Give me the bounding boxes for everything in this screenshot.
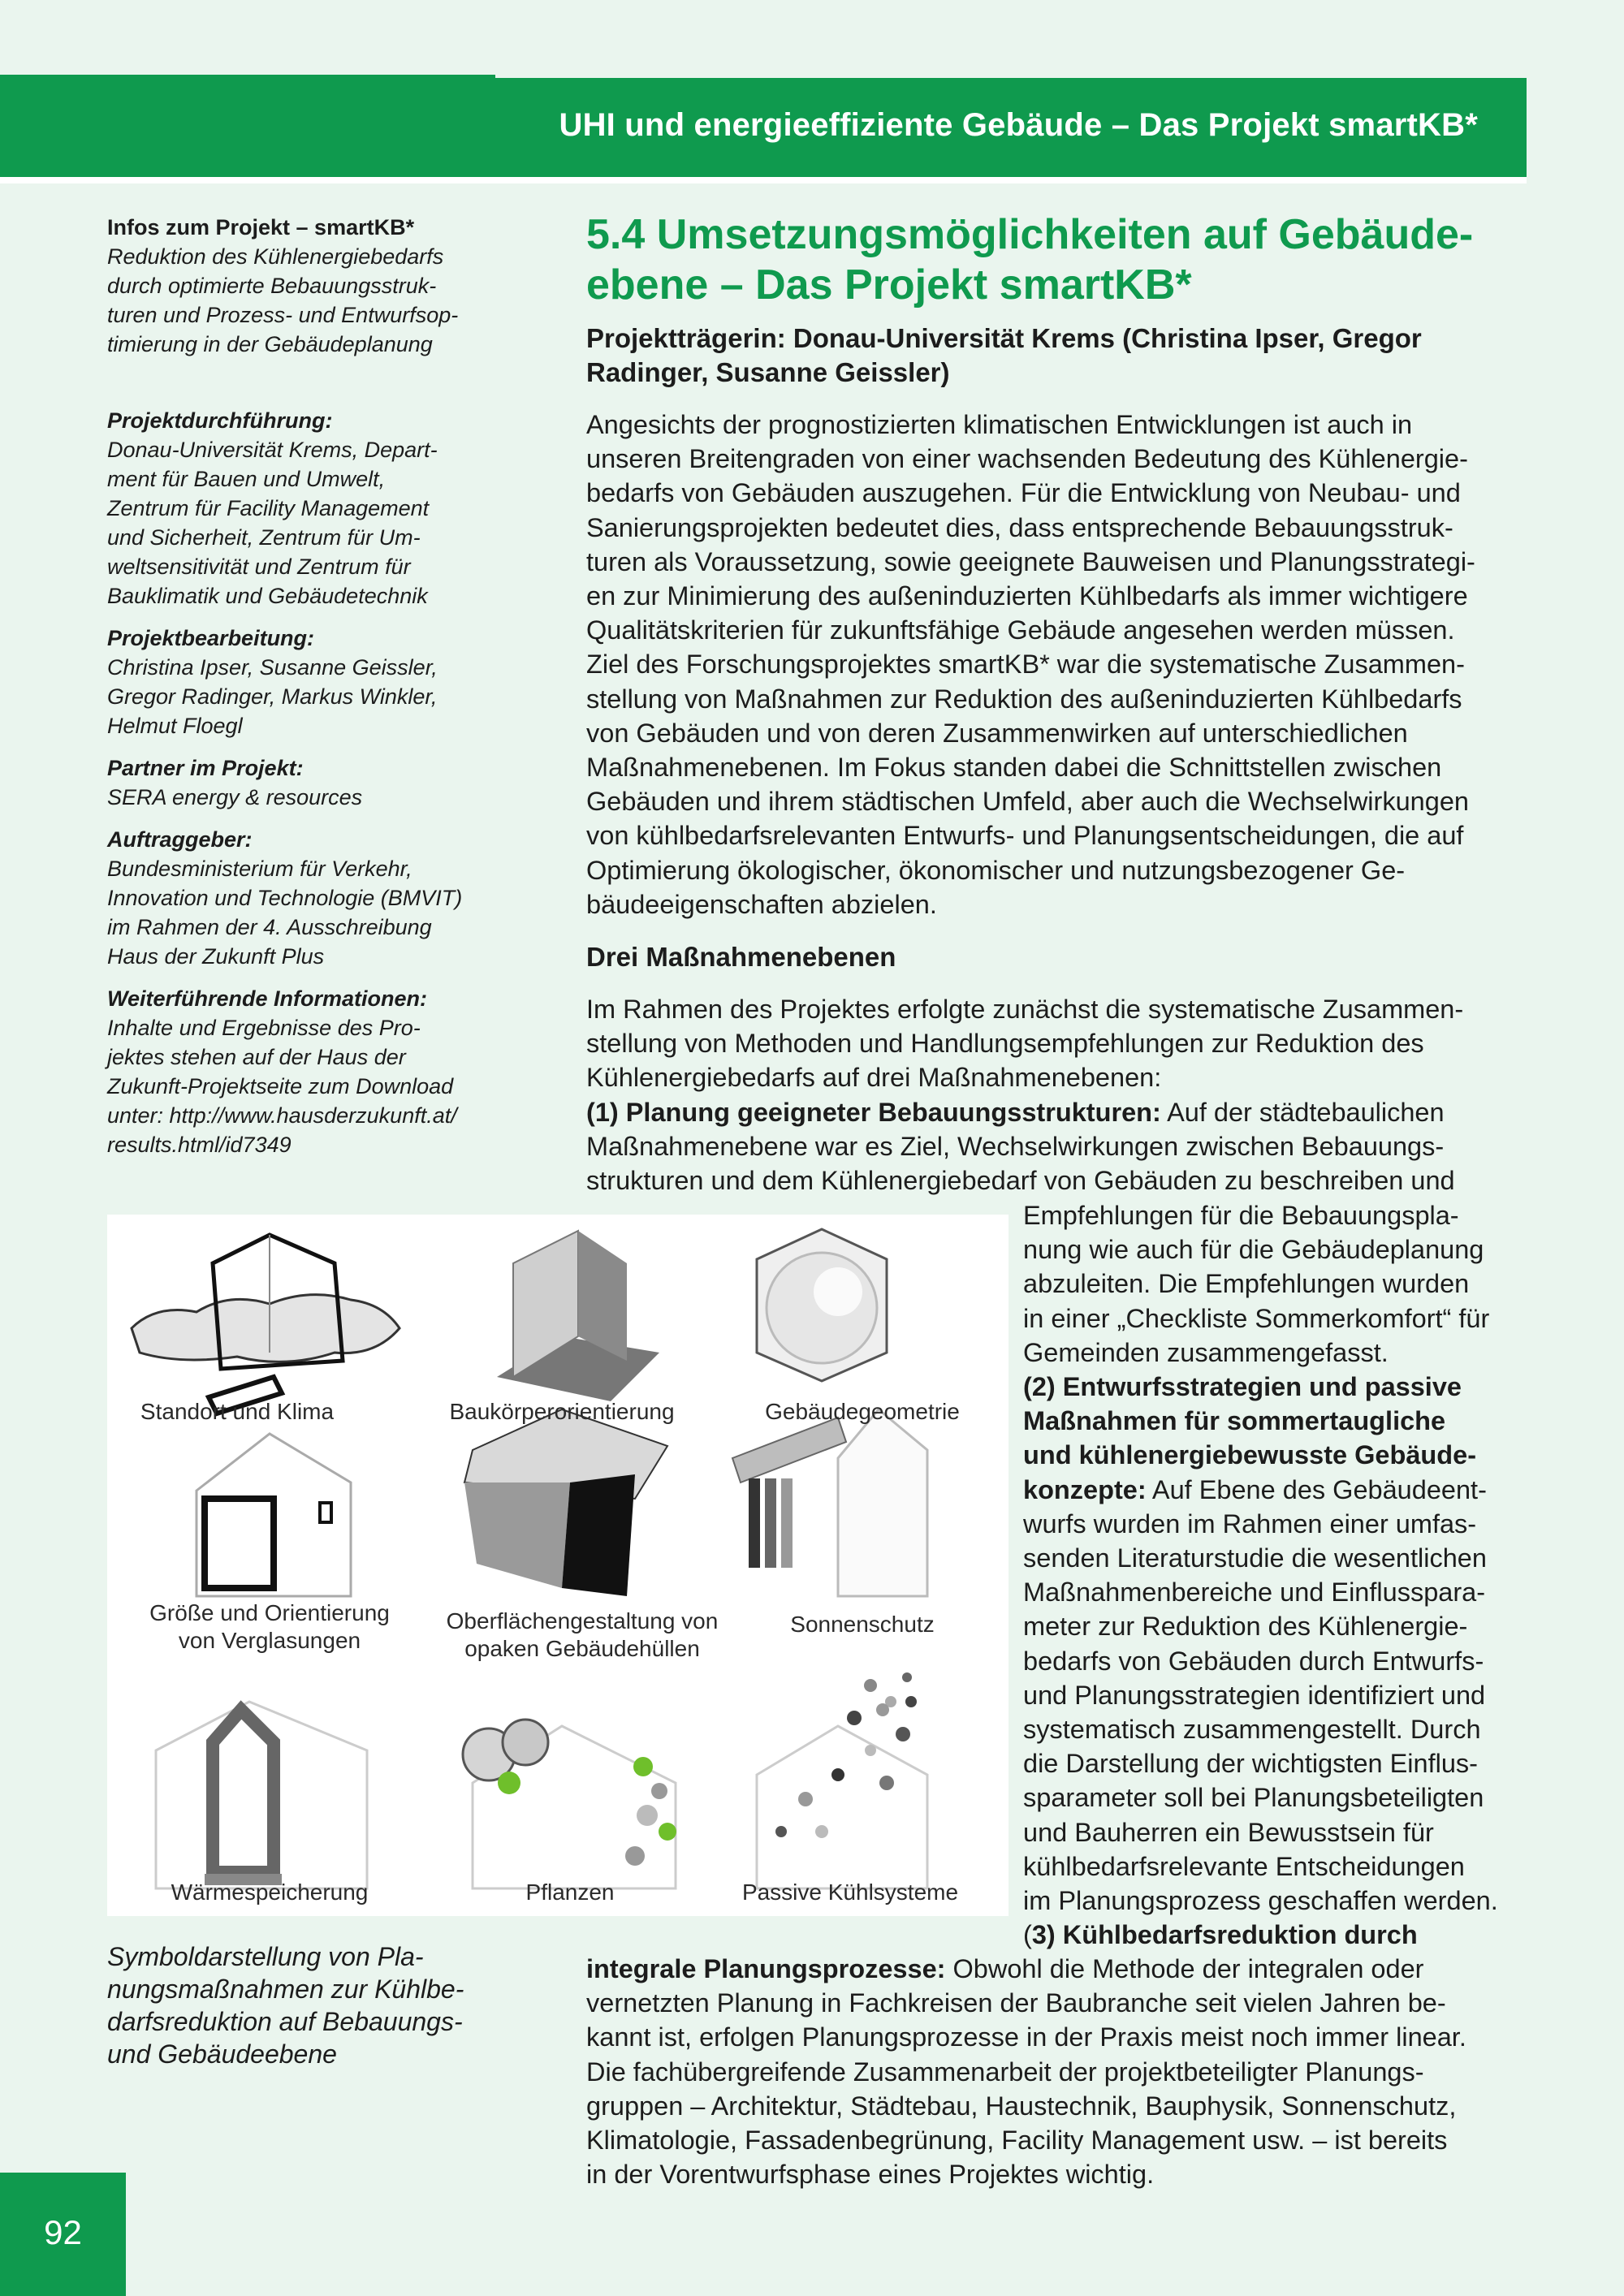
item2-text: Auf Ebene des Gebäudeent- wurfs wurden im Rahmen einer umfas- senden Literaturstudie die wesentlichen Maßnahmenbereiche und Einflusspara- meter zur Reduktion des Kühlenergie- bedarfs von Gebäuden durch Entwurfs- und Planungsstrategien identifiziert und systematisch zusammengestellt. Durch die Darstellung der wichtigsten Einflus- sparameter soll bei Planungsbeteiligten und Bauherren ein Bewusstsein für kühlbedarfsrelevante Entscheidungen im Planungsprozess geschaffen werden. — [1023, 1474, 1498, 1916]
sidebar-intro — [107, 213, 505, 359]
page-number: 92 — [44, 2213, 82, 2251]
sidebar-block — [107, 753, 505, 812]
figure-label: Wärmespeicherung — [171, 1880, 369, 1905]
sidebar-block-heading: Projektdurchführung: — [107, 408, 333, 433]
item3-text-continued: vernetzten Planung in Fachkreisen der Baubranche seit vielen Jahren be- kannt ist, erfolgen Planungsprozesse in der Praxis meist noch immer linear. Die fachübergreifende Zusammenarbeit der projektbeteiligter Planungs- gruppen – Architektur, Städtebau, Haustechnik, Bauphysik, Sonnenschutz, Klimatologie, Fassadenbegrünung, Facility Management usw. – ist bereits in der Vorentwurfsphase eines Projektes wichtig. — [586, 1988, 1466, 2190]
house-passive-cooling-icon — [757, 1696, 927, 1888]
sidebar-block — [107, 825, 505, 971]
figure-label: Passive Kühlsysteme — [741, 1880, 959, 1905]
house-map-icon — [132, 1235, 400, 1369]
house-thermal-mass-icon — [156, 1702, 367, 1888]
figure-label: Oberflächengestaltung von opaken Gebäudehüllen — [446, 1608, 719, 1661]
sidebar-block-text: Donau-Universität Krems, Depart- ment für Bauen und Umwelt, Zentrum für Facility Management und Sicherheit, Zentrum für Um- weltsensitivität und Zentrum für Bauklimatik und Gebäudetechnik — [107, 438, 438, 608]
subsection-heading: Drei Maßnahmenebenen — [586, 942, 896, 972]
sidebar-intro-heading: Infos zum Projekt – smartKB* — [107, 215, 415, 240]
sidebar-block-heading: Weiterführende Informationen: — [107, 986, 428, 1011]
figure-label: Pflanzen — [525, 1880, 615, 1905]
house-plants-icon — [463, 1720, 676, 1888]
figure-label: Gebäudegeometrie — [765, 1399, 960, 1424]
sidebar-block-text: Bundesministerium für Verkehr, Innovation und Technologie (BMVIT) im Rahmen der 4. Ausschreibung Haus der Zukunft Plus — [107, 857, 463, 969]
sidebar-info — [107, 213, 505, 1172]
item2-heading: (2) Entwurfsstrategien und passive Maßnahmen für sommertaugliche und kühlenergiebewusste Gebäude- konzepte: — [1023, 1372, 1477, 1504]
sidebar-block-heading: Partner im Projekt: — [107, 756, 304, 780]
figure-label: Sonnenschutz — [790, 1612, 935, 1637]
sidebar-intro-text: Reduktion des Kühlenergiebedarfs durch optimierte Bebauungsstruk- turen und Prozess- und Entwurfsop- timierung in der Gebäudeplanung — [107, 244, 459, 356]
sidebar-block-heading: Projektbearbeitung: — [107, 626, 315, 650]
item3-heading-a: 3) Kühlbedarfsreduktion durch — [1031, 1920, 1418, 1950]
house-geometry-icon — [757, 1229, 887, 1381]
figure-caption: Symboldarstellung von Pla- nungsmaßnahmen zur Kühlbe- darfsreduktion auf Bebauungs- und Gebäudeebene — [107, 1942, 464, 2069]
item1-heading: (1) Planung geeigneter Bebauungsstrukturen: — [586, 1097, 1161, 1127]
paragraph-intro: Angesichts der prognostizierten klimatischen Entwicklungen ist auch in unseren Breitengraden von einer wachsenden Bedeutung des Kühlenergie- bedarfs von Gebäuden auszugehen. Für die Entwicklung von Neubau- und Sanierungsprojekten bedeutet dies, dass entsprechende Bebauungsstruk- turen als Voraussetzung, sowie geeignete Bauweisen und Planungsstrategi- en zur Minimierung des außeninduzierten Kühlbedarfs als immer wichtigere Qualitätskriterien für zukunftsfähige Gebäude angesehen werden müssen. Ziel des Forschungsprojektes smartKB* war die systematische Zusammen- stellung von Maßnahmen zur Reduktion des außeninduzierten Kühlbedarfs von Gebäuden und von deren Zusammenwirken auf unterschiedlichen Maßnahmenebenen. Im Fokus standen dabei die Schnittstellen zwischen Gebäuden und ihrem städtischen Umfeld, aber auch die Wechselwirkungen von kühlbedarfsrelevanten Entwurfs- und Planungsentscheidungen, die auf Optimierung ökologischer, ökonomischer und nutzungsbezogener Ge- bäudeeigenschaften abzielen. — [586, 410, 1475, 919]
item1-text-continued: Maßnahmenebene war es Ziel, Wechselwirkungen zwischen Bebauungs- strukturen und dem Kühlenergiebedarf von Gebäuden zu beschreiben und — [586, 1131, 1455, 1196]
item3-heading-b: integrale Planungsprozesse: — [586, 1954, 946, 1983]
figure-label: Größe und Orientierung von Verglasungen — [149, 1600, 390, 1653]
figure-label: Standort und Klima — [140, 1399, 335, 1424]
paragraph-measures — [586, 992, 1544, 1198]
sidebar-block — [107, 406, 505, 611]
wrapped-text-column — [1023, 1198, 1543, 1952]
sidebar-block — [107, 984, 505, 1159]
header-bar — [0, 78, 1527, 177]
section-title: 5.4 Umsetzungsmöglichkeiten auf Gebäude- ebene – Das Projekt smartKB* — [586, 211, 1474, 309]
item1-text-wrapped: Empfehlungen für die Bebauungspla- nung wie auch für die Gebäudeplanung abzuleiten. Die Empfehlungen wurden in einer „Checkliste Sommerkomfort“ für Gemeinden zusammengefasst. — [1023, 1201, 1490, 1367]
paragraph-item3 — [586, 1952, 1544, 2191]
figure-planning-measures — [107, 1215, 1009, 1916]
sidebar-block — [107, 624, 505, 740]
figure-illustrations — [107, 1215, 1009, 1916]
section-subtitle: Projektträgerin: Donau-Universität Krems (Christina Ipser, Gregor Radinger, Susanne Geissler) — [586, 323, 1422, 387]
paragraph-measures-text: Im Rahmen des Projektes erfolgte zunächst die systematische Zusammen- stellung von Methoden und Handlungsempfehlungen zur Reduktion des Kühlenergiebedarfs auf drei Maßnahmenebenen: — [586, 995, 1464, 1093]
figure-label: Baukörperorientierung — [449, 1399, 675, 1424]
page-number-box — [0, 2173, 126, 2296]
sidebar-block-text: Christina Ipser, Susanne Geissler, Gregor Radinger, Markus Winkler, Helmut Floegl — [107, 655, 438, 738]
header-divider — [0, 177, 1527, 183]
house-sunshade-icon — [732, 1409, 927, 1707]
header-title: UHI und energieeffiziente Gebäude – Das Projekt smartKB* — [559, 107, 1478, 143]
item3-open: ( — [1023, 1920, 1032, 1950]
item3-text: Obwohl die Methode der integralen oder — [945, 1954, 1424, 1983]
sidebar-block-heading: Auftraggeber: — [107, 827, 253, 852]
sidebar-block-text: SERA energy & resources — [107, 785, 363, 809]
item1-text: Auf der städtebaulichen — [1160, 1097, 1445, 1127]
house-surface-icon — [464, 1409, 667, 1596]
house-orientation-icon — [497, 1231, 659, 1401]
sidebar-block-text: Inhalte und Ergebnisse des Pro- jektes stehen auf der Haus der Zukunft-Projektseite zum Download unter: http://www.hausderzukunft.at/ results.html/id7349 — [107, 1016, 457, 1157]
